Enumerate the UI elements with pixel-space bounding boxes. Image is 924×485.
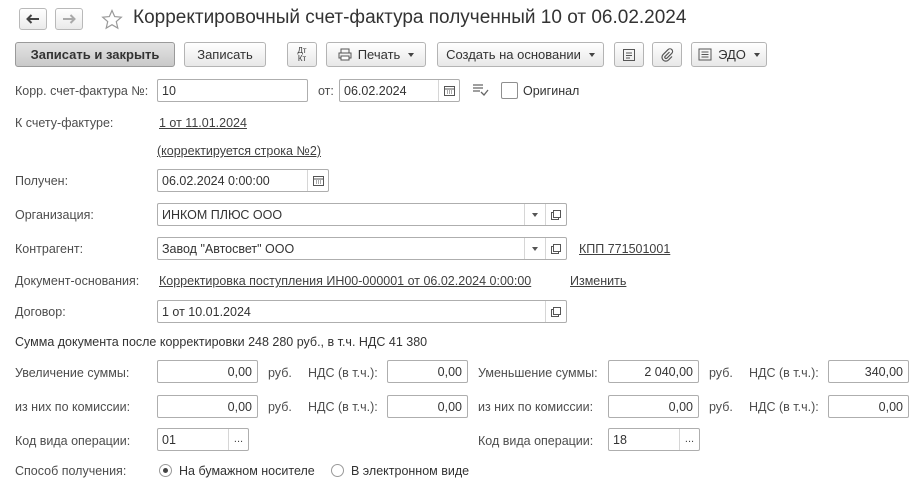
operation-code-left-field[interactable]	[157, 428, 249, 451]
commission-increase-value: 0,00	[227, 400, 252, 414]
commission-decrease-vat-value: 0,00	[878, 400, 903, 414]
to-invoice-link[interactable]: 1 от 11.01.2024	[159, 116, 247, 130]
contract-value: 1 от 10.01.2024	[162, 305, 251, 319]
counterparty-field[interactable]	[157, 237, 567, 260]
rub-label: руб.	[709, 400, 733, 414]
decrease-sum-field[interactable]	[608, 360, 699, 383]
operation-code-left-value: 01	[162, 433, 176, 447]
dt-kt-button[interactable]	[287, 42, 317, 67]
calendar-icon	[444, 85, 455, 96]
received-value: 06.02.2024 0:00:00	[162, 174, 270, 188]
rub-label: руб.	[709, 366, 733, 380]
increase-vat-field[interactable]	[387, 360, 468, 383]
select-button[interactable]: ...	[228, 429, 248, 450]
open-in-window-icon	[551, 210, 561, 220]
save-label: Записать	[197, 47, 253, 62]
increase-sum-field[interactable]	[157, 360, 258, 383]
decrease-vat-value: 340,00	[864, 365, 903, 379]
date-field[interactable]	[339, 79, 460, 102]
counterparty-dropdown-button[interactable]	[524, 238, 545, 259]
rub-label: руб.	[268, 400, 292, 414]
select-button[interactable]: ...	[679, 429, 699, 450]
increase-sum-value: 0,00	[227, 365, 252, 379]
page-title: Корректировочный счет-фактура полученный 10 от 06.02.2024	[133, 7, 687, 28]
organization-open-button[interactable]	[545, 204, 566, 225]
increase-sum-label: Увеличение суммы:	[15, 366, 130, 380]
base-document-label: Документ-основания:	[15, 274, 140, 288]
commission-increase-field[interactable]	[157, 395, 258, 418]
to-invoice-label: К счету-фактуре:	[15, 116, 114, 130]
attach-button[interactable]	[652, 42, 682, 67]
chevron-down-icon	[754, 53, 760, 57]
receipt-electronic-label[interactable]: В электронном виде	[351, 464, 470, 478]
received-field[interactable]	[157, 169, 329, 192]
contract-field[interactable]	[157, 300, 567, 323]
operation-code-label: Код вида операции:	[478, 434, 594, 448]
corr-invoice-number-label: Корр. счет-фактура №:	[15, 84, 149, 98]
vat-label: НДС (в т.ч.):	[308, 400, 378, 414]
contract-label: Договор:	[15, 305, 66, 319]
document-sum-summary: Сумма документа после корректировки 248 280 руб., в т.ч. НДС 41 380	[15, 335, 428, 349]
save-and-close-button[interactable]	[15, 42, 175, 67]
edo-button[interactable]	[691, 42, 767, 67]
create-based-on-label: Создать на основании	[446, 47, 581, 62]
decrease-sum-label: Уменьшение суммы:	[478, 366, 598, 380]
commission-label: из них по комиссии:	[15, 400, 131, 414]
operation-code-right-field[interactable]	[608, 428, 700, 451]
commission-decrease-field[interactable]	[608, 395, 699, 418]
printer-icon	[338, 48, 352, 61]
organization-dropdown-button[interactable]	[524, 204, 545, 225]
date-value: 06.02.2024	[344, 84, 407, 98]
corrected-row-link[interactable]: (корректируется строка №2)	[157, 144, 322, 158]
date-from-label: от:	[318, 84, 334, 98]
receipt-method-label: Способ получения:	[15, 464, 127, 478]
decrease-vat-field[interactable]	[828, 360, 909, 383]
arrow-right-icon	[62, 14, 76, 24]
edo-icon	[698, 48, 712, 61]
receipt-paper-label[interactable]: На бумажном носителе	[179, 464, 315, 478]
change-link[interactable]: Изменить	[570, 274, 627, 288]
contract-open-button[interactable]	[545, 301, 566, 322]
organization-value: ИНКОМ ПЛЮС ООО	[162, 208, 283, 222]
star-icon[interactable]	[101, 9, 123, 30]
edo-label: ЭДО	[718, 47, 746, 62]
open-in-window-icon	[551, 307, 561, 317]
back-button[interactable]	[19, 8, 47, 30]
print-button[interactable]	[326, 42, 426, 67]
rub-label: руб.	[268, 366, 292, 380]
increase-vat-value: 0,00	[437, 365, 462, 379]
corr-invoice-number-field[interactable]	[157, 79, 308, 102]
chevron-down-icon	[532, 213, 538, 217]
calendar-button[interactable]	[307, 170, 328, 191]
report-icon	[622, 48, 636, 62]
chevron-down-icon	[532, 247, 538, 251]
organization-label: Организация:	[15, 208, 94, 222]
original-checkbox[interactable]	[501, 82, 518, 99]
organization-field[interactable]	[157, 203, 567, 226]
vat-label: НДС (в т.ч.):	[749, 366, 819, 380]
vat-label: НДС (в т.ч.):	[308, 366, 378, 380]
chevron-down-icon	[589, 53, 595, 57]
commission-increase-vat-field[interactable]	[387, 395, 468, 418]
save-button[interactable]	[184, 42, 266, 67]
counterparty-open-button[interactable]	[545, 238, 566, 259]
save-and-close-label: Записать и закрыть	[30, 47, 160, 62]
open-in-window-icon	[551, 244, 561, 254]
operation-code-right-value: 18	[613, 433, 627, 447]
receipt-electronic-radio[interactable]	[331, 464, 344, 477]
calendar-button[interactable]	[438, 80, 459, 101]
received-label: Получен:	[15, 174, 69, 188]
original-label: Оригинал	[523, 84, 580, 98]
vat-label: НДС (в т.ч.):	[749, 400, 819, 414]
corr-invoice-number-value: 10	[162, 84, 176, 98]
dt-kt-icon: Дт Кт	[297, 45, 307, 63]
commission-increase-vat-value: 0,00	[437, 400, 462, 414]
commission-decrease-value: 0,00	[668, 400, 693, 414]
kpp-link[interactable]: КПП 771501001	[579, 242, 671, 256]
decrease-sum-value: 2 040,00	[644, 365, 693, 379]
counterparty-value: Завод "Автосвет" ООО	[162, 242, 295, 256]
chevron-down-icon	[408, 53, 414, 57]
paperclip-icon	[660, 48, 674, 62]
report-button[interactable]	[614, 42, 644, 67]
commission-label: из них по комиссии:	[478, 400, 594, 414]
calendar-icon	[313, 175, 324, 186]
forward-button[interactable]	[55, 8, 83, 30]
operation-code-label: Код вида операции:	[15, 434, 131, 448]
base-document-link[interactable]: Корректировка поступления ИН00-000001 от 06.02.2024 0:00:00	[159, 274, 532, 288]
arrow-left-icon	[26, 14, 40, 24]
print-label: Печать	[357, 47, 401, 62]
document-list-icon[interactable]	[472, 83, 489, 98]
create-based-on-button[interactable]	[437, 42, 604, 67]
commission-decrease-vat-field[interactable]	[828, 395, 909, 418]
receipt-paper-radio[interactable]	[159, 464, 172, 477]
counterparty-label: Контрагент:	[15, 242, 84, 256]
